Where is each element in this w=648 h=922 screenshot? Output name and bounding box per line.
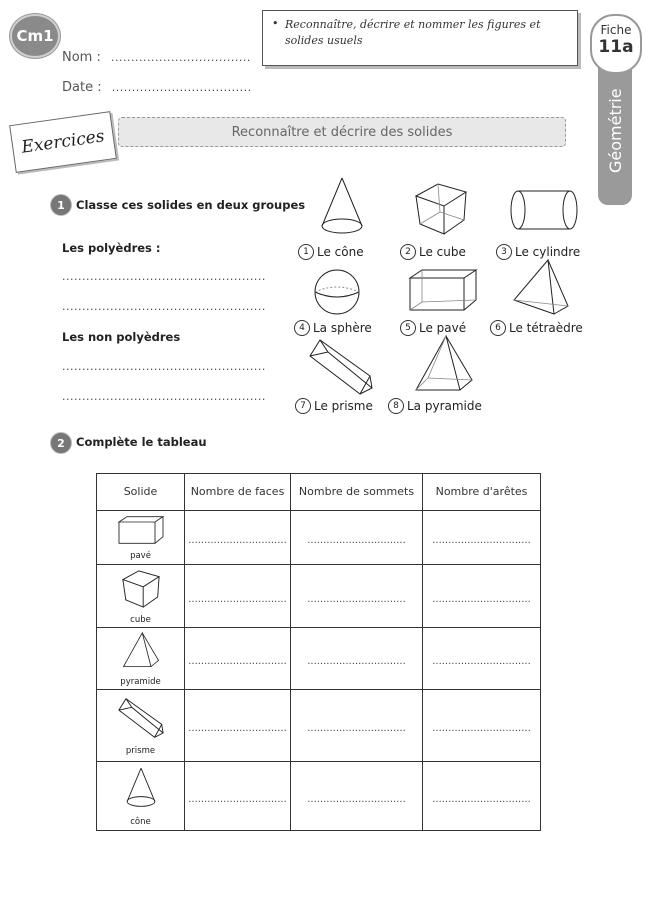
solid-number-7: 7 bbox=[295, 398, 311, 414]
table-header-row bbox=[97, 474, 541, 511]
header-faces: Nombre de faces bbox=[185, 474, 291, 511]
edges-answer[interactable]: ............................... bbox=[432, 793, 531, 805]
cuboid-icon bbox=[406, 266, 480, 314]
cone-icon bbox=[316, 176, 368, 240]
solid-label-1 bbox=[298, 244, 364, 260]
solid-number-2: 2 bbox=[400, 244, 416, 260]
solid-cell bbox=[97, 762, 185, 831]
solids-table bbox=[96, 473, 541, 831]
solid-name-1: Le cône bbox=[317, 245, 364, 259]
edges-answer[interactable]: ............................... bbox=[432, 723, 531, 734]
vertices-answer[interactable]: ............................... bbox=[307, 593, 406, 605]
non-polyhedra-label: Les non polyèdres bbox=[62, 330, 181, 344]
solid-name-2: Le cube bbox=[419, 245, 466, 259]
solid-name-8: La pyramide bbox=[407, 399, 482, 413]
solid-number-4: 4 bbox=[294, 320, 310, 336]
solid-name-6: Le tétraèdre bbox=[509, 321, 583, 335]
exercise2-instruction: Complète le tableau bbox=[76, 435, 207, 449]
solid-cell bbox=[97, 628, 185, 690]
pyramid-icon bbox=[121, 630, 161, 672]
level-badge: Cm1 bbox=[10, 14, 60, 58]
solid-cell bbox=[97, 690, 185, 762]
date-field bbox=[62, 80, 252, 95]
exercise1-instruction: Classe ces solides en deux groupes bbox=[76, 198, 306, 212]
header-vertices: Nombre de sommets bbox=[291, 474, 423, 511]
cylinder-icon bbox=[508, 188, 580, 234]
cube-icon bbox=[120, 568, 162, 610]
solid-name-5: Le pavé bbox=[419, 321, 467, 335]
subject-tab-label: Géométrie bbox=[606, 88, 625, 173]
pyramid-icon bbox=[412, 334, 476, 396]
vertices-answer[interactable]: ............................... bbox=[307, 793, 406, 805]
solid-label-6 bbox=[490, 320, 583, 336]
exercise1-number: 1 bbox=[50, 194, 72, 216]
solid-label-3 bbox=[496, 244, 580, 260]
solid-number-5: 5 bbox=[400, 320, 416, 336]
edges-answer[interactable]: ............................... bbox=[432, 656, 531, 667]
date-label: Date : bbox=[62, 80, 102, 95]
solid-name-4: La sphère bbox=[313, 321, 372, 335]
table-row bbox=[97, 690, 541, 762]
name-field bbox=[62, 50, 251, 65]
cone-icon bbox=[123, 766, 159, 812]
non-polyhedra-answer-line-1[interactable]: ................................................... bbox=[62, 360, 266, 373]
solid-number-6: 6 bbox=[490, 320, 506, 336]
table-row bbox=[97, 511, 541, 565]
row-name: prisme bbox=[125, 746, 156, 756]
faces-answer[interactable]: ............................... bbox=[188, 593, 287, 605]
prism-icon bbox=[306, 336, 376, 398]
solid-cell bbox=[97, 565, 185, 628]
faces-answer[interactable]: ............................... bbox=[188, 793, 287, 805]
objective-bullet: • bbox=[272, 17, 279, 30]
row-name: pyramide bbox=[120, 677, 161, 687]
section-title: Reconnaître et décrire des solides bbox=[118, 117, 566, 147]
date-dots[interactable]: ................................... bbox=[111, 81, 252, 94]
solid-name-7: Le prisme bbox=[314, 399, 373, 413]
cube-icon bbox=[412, 180, 470, 238]
faces-answer[interactable]: ............................... bbox=[188, 656, 287, 667]
table-row bbox=[97, 628, 541, 690]
vertices-answer[interactable]: ............................... bbox=[307, 656, 406, 667]
cuboid-icon bbox=[116, 514, 166, 546]
solid-name-3: Le cylindre bbox=[515, 245, 581, 259]
header-edges: Nombre d'arêtes bbox=[423, 474, 541, 511]
faces-answer[interactable]: ............................... bbox=[188, 723, 287, 734]
objective-box bbox=[262, 10, 578, 66]
solid-number-1: 1 bbox=[298, 244, 314, 260]
objective-text: Reconnaître, décrire et nommer les figures et solides usuels bbox=[285, 18, 541, 47]
table-row bbox=[97, 565, 541, 628]
solid-number-3: 3 bbox=[496, 244, 512, 260]
exercises-badge: Exercices bbox=[9, 111, 117, 173]
fiche-label: Fiche bbox=[600, 23, 632, 37]
solid-cell bbox=[97, 511, 185, 565]
non-polyhedra-answer-line-2[interactable]: ................................................... bbox=[62, 390, 266, 403]
vertices-answer[interactable]: ............................... bbox=[307, 535, 406, 546]
solid-label-7 bbox=[295, 398, 373, 414]
solid-label-5 bbox=[400, 320, 466, 336]
tetrahedron-icon bbox=[510, 258, 574, 320]
solid-number-8: 8 bbox=[388, 398, 404, 414]
vertices-answer[interactable]: ............................... bbox=[307, 723, 406, 734]
name-label: Nom : bbox=[62, 50, 101, 65]
row-name: cône bbox=[130, 816, 151, 827]
solid-label-4 bbox=[294, 320, 372, 336]
row-name: pavé bbox=[130, 551, 151, 561]
name-dots[interactable]: ................................... bbox=[111, 51, 251, 64]
row-name: cube bbox=[130, 614, 151, 625]
fiche-badge bbox=[590, 14, 642, 74]
prism-icon bbox=[116, 695, 166, 741]
sphere-icon bbox=[312, 266, 362, 318]
polyhedra-answer-line-1[interactable]: ................................................... bbox=[62, 270, 266, 283]
solid-label-8 bbox=[388, 398, 482, 414]
polyhedra-label: Les polyèdres : bbox=[62, 241, 161, 255]
table-row bbox=[97, 762, 541, 831]
exercise2-number: 2 bbox=[50, 432, 72, 454]
fiche-number: 11a bbox=[598, 37, 634, 57]
solid-label-2 bbox=[400, 244, 466, 260]
edges-answer[interactable]: ............................... bbox=[432, 593, 531, 605]
header-solid: Solide bbox=[97, 474, 185, 511]
faces-answer[interactable]: ............................... bbox=[188, 535, 287, 546]
polyhedra-answer-line-2[interactable]: ................................................... bbox=[62, 300, 266, 313]
edges-answer[interactable]: ............................... bbox=[432, 535, 531, 546]
